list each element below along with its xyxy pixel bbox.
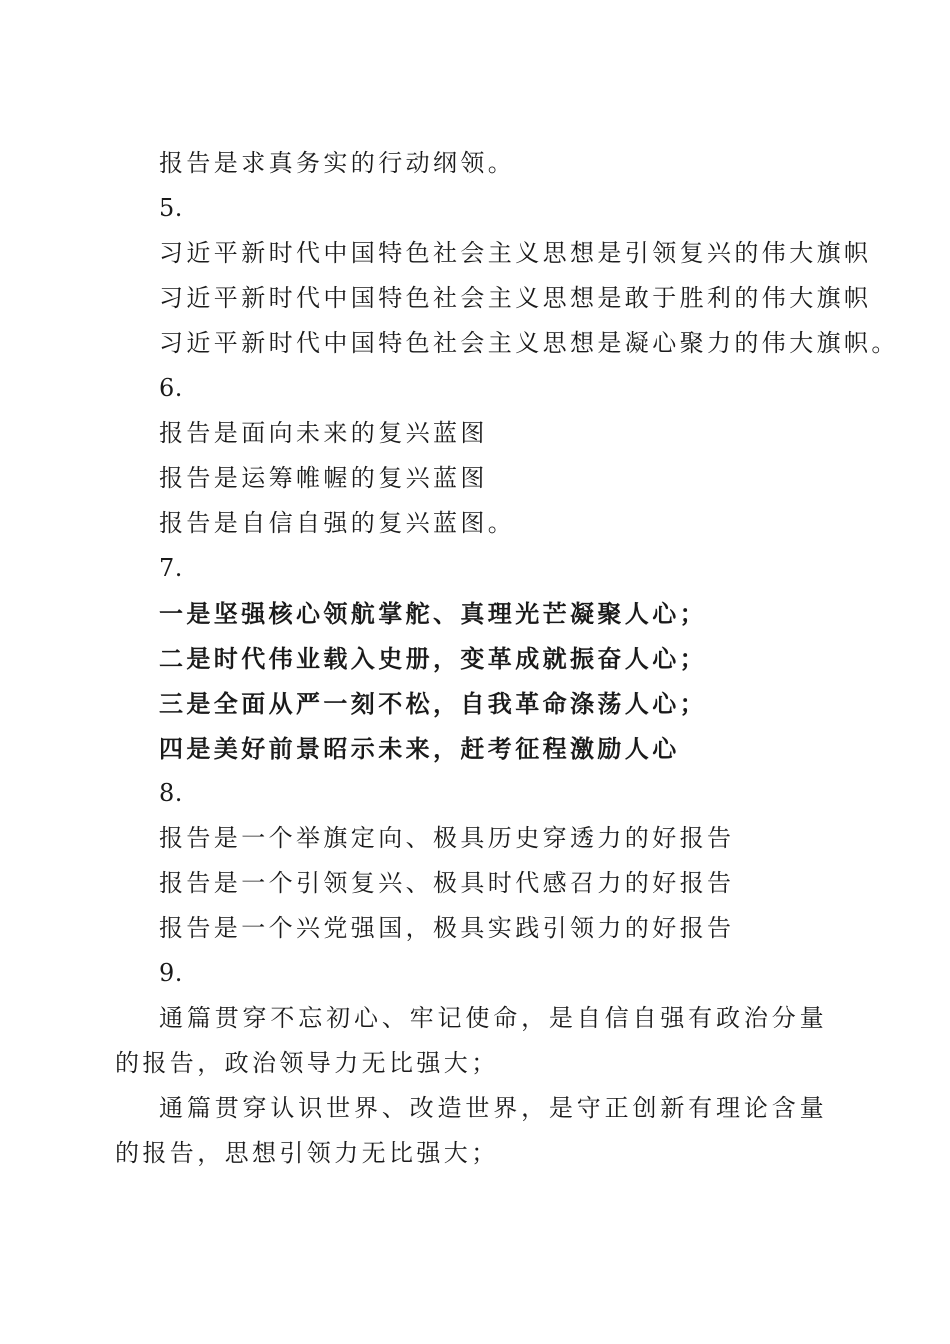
text-line: 习近平新时代中国特色社会主义思想是引领复兴的伟大旗帜 xyxy=(159,239,872,267)
text-line-bold: 一是坚强核心领航掌舵、真理光芒凝聚人心； xyxy=(159,599,707,628)
section-number: 6. xyxy=(159,374,183,402)
section-number: 8. xyxy=(159,779,183,807)
section-number: 5. xyxy=(159,194,183,222)
paragraph: 通篇贯穿认识世界、改造世界，是守正创新有理论含量的报告，思想引领力无比强大； xyxy=(115,1094,827,1167)
text-line: 报告是一个引领复兴、极具时代感召力的好报告 xyxy=(159,869,735,897)
text-line-bold: 二是时代伟业载入史册，变革成就振奋人心； xyxy=(159,644,707,673)
text-line: 报告是面向未来的复兴蓝图 xyxy=(159,419,488,447)
paragraph: 通篇贯穿不忘初心、牢记使命，是自信自强有政治分量的报告，政治领导力无比强大； xyxy=(115,1004,827,1077)
text-line: 报告是自信自强的复兴蓝图。 xyxy=(159,509,516,537)
text-line: 报告是求真务实的行动纲领。 xyxy=(159,149,516,177)
text-line: 报告是运筹帷幄的复兴蓝图 xyxy=(159,464,488,492)
text-line: 习近平新时代中国特色社会主义思想是敢于胜利的伟大旗帜 xyxy=(159,284,872,312)
text-line: 报告是一个举旗定向、极具历史穿透力的好报告 xyxy=(159,824,735,852)
section-number: 7. xyxy=(159,554,183,582)
text-line: 报告是一个兴党强国，极具实践引领力的好报告 xyxy=(159,914,735,942)
text-line-bold: 四是美好前景昭示未来，赶考征程激励人心 xyxy=(159,734,680,763)
section-number: 9. xyxy=(159,959,183,987)
text-line: 习近平新时代中国特色社会主义思想是凝心聚力的伟大旗帜。 xyxy=(159,329,899,357)
document-body xyxy=(115,141,899,1176)
text-line-bold: 三是全面从严一刻不松，自我革命涤荡人心； xyxy=(159,689,707,718)
